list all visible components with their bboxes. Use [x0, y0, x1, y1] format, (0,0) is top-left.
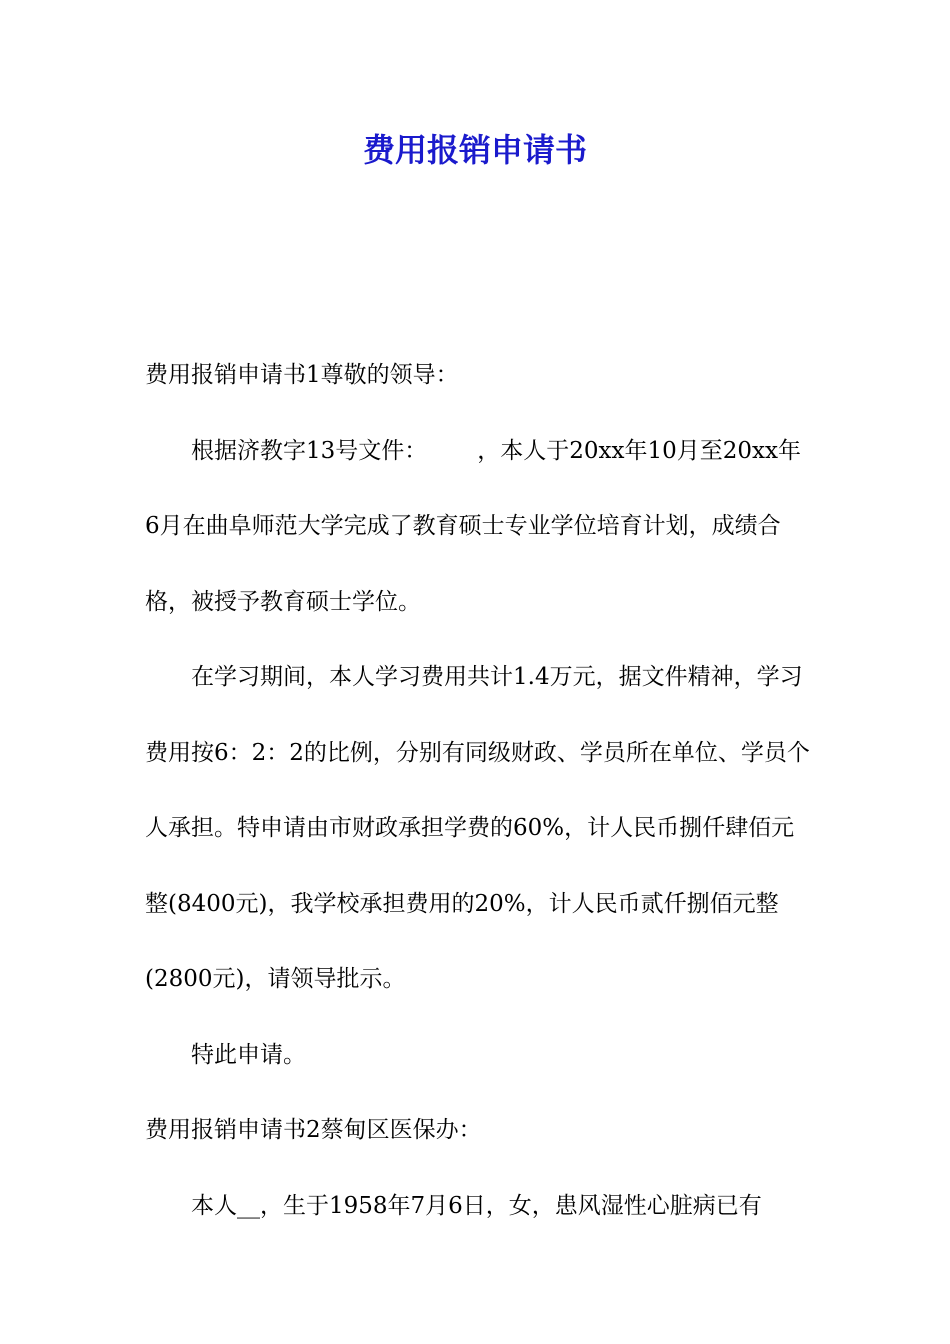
paragraph-salutation-2: 费用报销申请书2蔡甸区医保办： [145, 1117, 482, 1143]
paragraph-graduation-part2: ，本人于20xx年10月至20xx年6月在曲阜师范大学完成了教育硕士专业学位培育计划，成绩合格，被授予教育硕士学位。 [145, 437, 801, 615]
paragraph-expenses: 在学习期间，本人学习费用共计1.4万元，据文件精神，学习费用按6：2：2的比例，分别有同级财政、学员所在单位、学员个人承担。特申请由市财政承担学费的60%，计人民币捌仟肆佰元整(8400元)，我学校承担费用的20%，计人民币贰仟捌佰元整(2800元)，请领导批示。 [145, 664, 810, 992]
paragraph-salutation-1: 费用报销申请书1尊敬的领导： [145, 362, 459, 388]
paragraph-patient-info: 本人__，生于1958年7月6日，女，患风湿性心脏病已有 [191, 1192, 762, 1219]
paragraph-graduation [145, 414, 815, 641]
paragraph-graduation-part1: 根据济教字13号文件： [191, 437, 428, 464]
document-body [145, 338, 815, 1244]
document-title: 费用报销申请书 [362, 131, 587, 169]
paragraph-closing: 特此申请。 [191, 1041, 306, 1068]
